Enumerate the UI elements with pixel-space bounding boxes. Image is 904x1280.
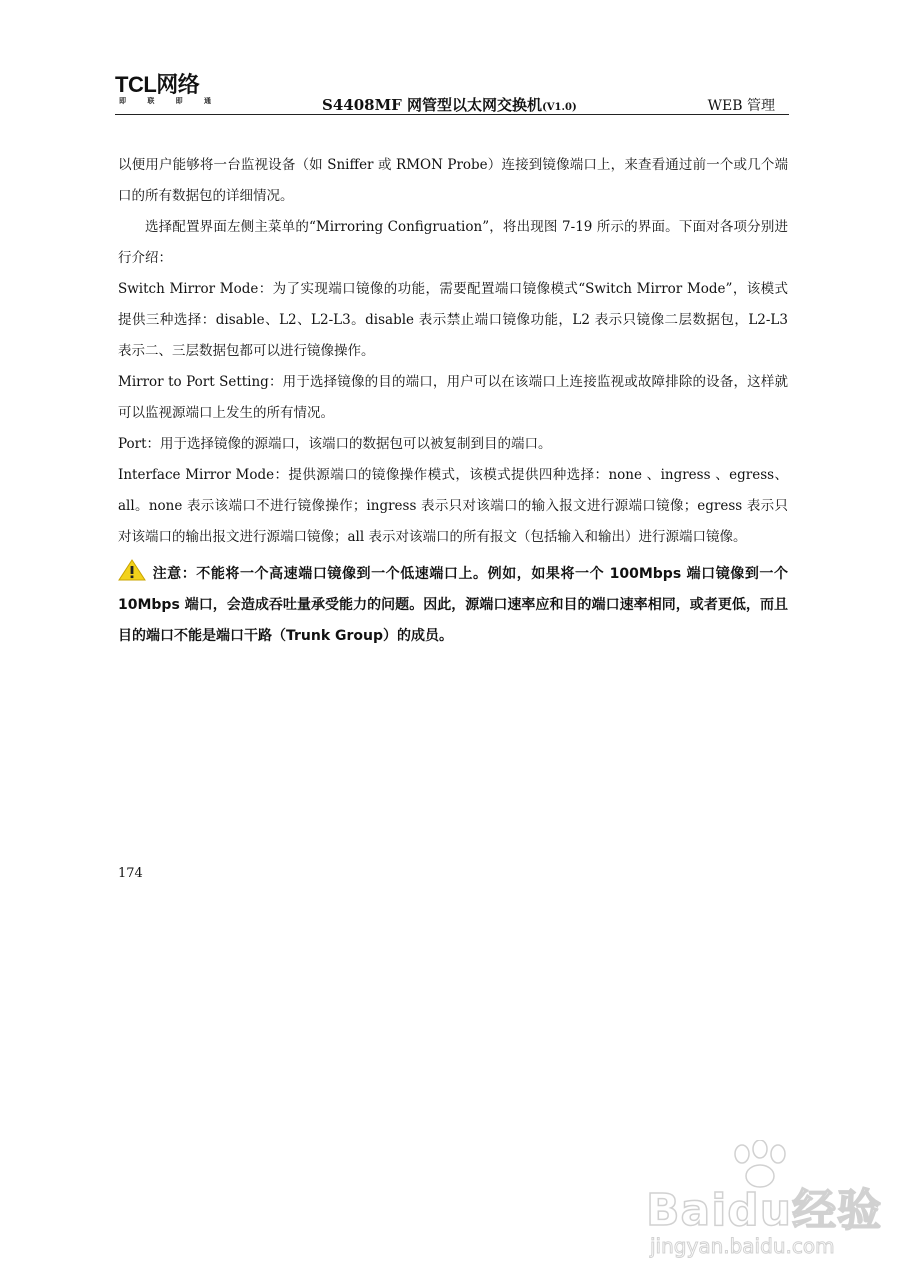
section-name: WEB 管理 [707, 98, 775, 114]
tcl-logo [115, 74, 215, 110]
document-version: (V1.0) [542, 102, 577, 113]
paragraph-interface-mirror-mode: Interface Mirror Mode：提供源端口的镜像操作模式，该模式提供四种选择：none 、ingress 、egress、all。none 表示该端口不进行镜像操作；ingress 表示只对该端口的输入报文进行源端口镜像；egress 表示只对该端口的输出报文进行源端口镜像；all 表示对该端口的所有报文（包括输入和输出）进行源端口镜像。 [118, 467, 788, 545]
logo-tagline-char: 通 [203, 97, 211, 105]
paragraph-intro-continued: 以便用户能够将一台监视设备（如 Sniffer 或 RMON Probe）连接到镜像端口上，来查看通过前一个或几个端口的所有数据包的详细情况。 [118, 157, 788, 204]
document-title [322, 94, 577, 115]
watermark-brand: Baidu经验 [646, 1185, 883, 1236]
paragraph-menu-selection: 选择配置界面左侧主菜单的“Mirroring Configruation”，将出现图 7-19 所示的界面。下面对各项分别进行介绍： [118, 219, 788, 266]
header-divider [115, 114, 789, 115]
page-header [115, 74, 789, 114]
page-body [118, 150, 788, 652]
paragraph-switch-mirror-mode: Switch Mirror Mode：为了实现端口镜像的功能，需要配置端口镜像模式“Switch Mirror Mode”，该模式提供三种选择：disable、L2、L2-L3。disable 表示禁止端口镜像功能，L2 表示只镜像二层数据包，L2-L3 表示二、三层数据包都可以进行镜像操作。 [118, 281, 788, 359]
page-number: 174 [118, 866, 143, 881]
warning-note [118, 559, 788, 652]
logo-tagline [119, 96, 211, 106]
logo-tagline-char: 联 [147, 97, 155, 105]
baidu-watermark [640, 1140, 900, 1270]
document-title-text: S4408MF 网管型以太网交换机 [322, 96, 543, 114]
warning-icon [118, 559, 146, 581]
watermark-url: jingyan.baidu.com [650, 1234, 835, 1258]
paragraph-port: Port：用于选择镜像的源端口，该端口的数据包可以被复制到目的端口。 [118, 436, 552, 452]
logo-wordmark: TCL网络 [115, 72, 200, 97]
paragraph-mirror-to-port-setting: Mirror to Port Setting：用于选择镜像的目的端口，用户可以在该端口上连接监视或故障排除的设备，这样就可以监视源端口上发生的所有情况。 [118, 374, 788, 421]
warning-note-text: 注意：不能将一个高速端口镜像到一个低速端口上。例如，如果将一个 100Mbps 端口镜像到一个 10Mbps 端口，会造成吞吐量承受能力的问题。因此，源端口速率应和目的端口速率相同，或者更低，而且目的端口不能是端口干路（Trunk Group）的成员。 [118, 566, 788, 644]
logo-tagline-char: 即 [175, 97, 183, 105]
logo-tagline-char: 即 [119, 97, 126, 105]
